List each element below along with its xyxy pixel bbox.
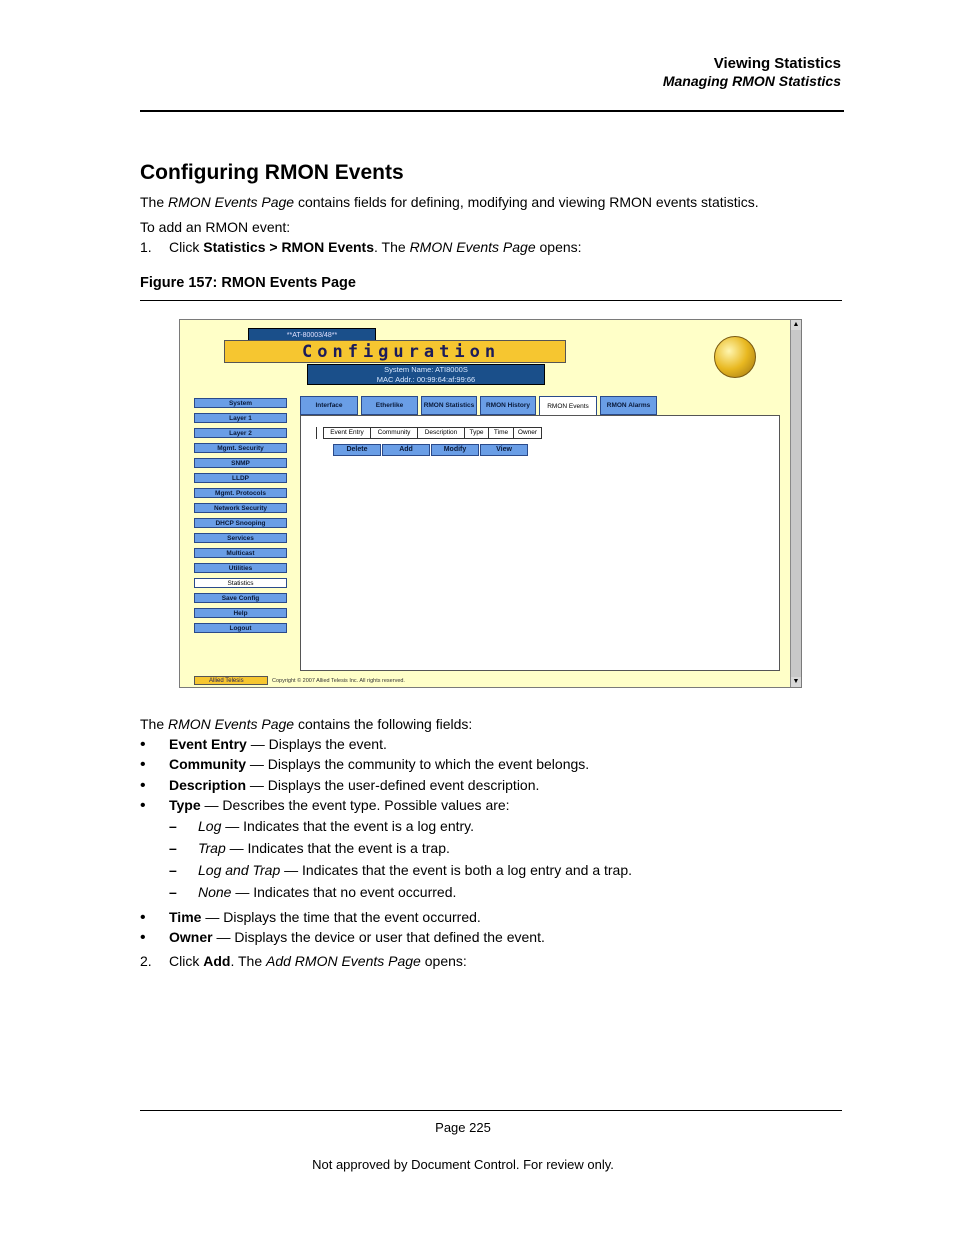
fields-intro: The RMON Events Page contains the following fields:	[140, 716, 473, 732]
system-name: System Name: ATI8000S	[384, 365, 468, 374]
dash-icon: –	[169, 862, 177, 878]
rmon-events-screenshot	[179, 319, 802, 688]
mac-address: MAC Addr.: 00:99:64:af:99:66	[376, 375, 476, 384]
copyright-text: Copyright © 2007 Allied Telesis Inc. All rights reserved.	[272, 678, 405, 684]
field-desc: — Displays the event.	[246, 736, 387, 752]
bullet-icon: •	[140, 756, 146, 773]
page-number: Page 225	[435, 1120, 491, 1135]
column-header-event-entry: Event Entry	[323, 427, 371, 439]
view-button[interactable]: View	[480, 444, 528, 456]
field-term: Community	[169, 756, 246, 772]
column-header-time: Time	[488, 427, 514, 439]
running-header-subtitle: Managing RMON Statistics	[662, 73, 841, 89]
field-item	[169, 777, 539, 793]
type-value-term: Trap	[198, 840, 226, 856]
nav-item-save-config[interactable]: Save Config	[194, 593, 287, 603]
field-term: Time	[169, 909, 202, 925]
field-item	[169, 736, 387, 752]
nav-item-help[interactable]: Help	[194, 608, 287, 618]
globe-logo-icon	[714, 336, 756, 378]
dash-icon: –	[169, 840, 177, 856]
type-value-desc: — Indicates that the event is a log entry.	[221, 818, 475, 834]
field-desc: — Displays the device or user that defined the event.	[212, 929, 545, 945]
delete-button[interactable]: Delete	[333, 444, 381, 456]
nav-item-network-security[interactable]: Network Security	[194, 503, 287, 513]
column-header-owner: Owner	[513, 427, 542, 439]
footer-rule	[140, 1110, 842, 1111]
step-2: 2. Click Add. The Add RMON Events Page opens:	[140, 953, 467, 969]
bullet-icon: •	[140, 929, 146, 946]
field-term: Type	[169, 797, 201, 813]
system-info	[307, 364, 545, 385]
field-term: Owner	[169, 929, 213, 945]
table-left-edge	[316, 427, 317, 439]
vertical-scrollbar[interactable]	[790, 320, 801, 687]
header-rule	[140, 110, 844, 112]
dash-icon: –	[169, 818, 177, 834]
nav-item-snmp[interactable]: SNMP	[194, 458, 287, 468]
field-item	[169, 797, 510, 813]
modify-button[interactable]: Modify	[431, 444, 479, 456]
review-note: Not approved by Document Control. For review only.	[312, 1157, 614, 1172]
field-item	[169, 909, 481, 925]
nav-item-layer-2[interactable]: Layer 2	[194, 428, 287, 438]
tab-rmon-history[interactable]: RMON History	[480, 396, 536, 415]
scroll-up-icon[interactable]: ▲	[792, 321, 800, 328]
tab-etherlike[interactable]: Etherlike	[361, 396, 418, 415]
type-value-item	[198, 862, 632, 878]
tab-rmon-events[interactable]: RMON Events	[539, 396, 597, 416]
figure-rule	[140, 300, 842, 301]
dash-icon: –	[169, 884, 177, 900]
add-button[interactable]: Add	[382, 444, 430, 456]
bullet-icon: •	[140, 777, 146, 794]
tab-rmon-alarms[interactable]: RMON Alarms	[600, 396, 657, 415]
type-value-desc: — Indicates that no event occurred.	[231, 884, 457, 900]
bullet-icon: •	[140, 736, 146, 753]
configuration-banner: Configuration	[224, 340, 566, 363]
field-desc: — Displays the time that the event occurred.	[201, 909, 481, 925]
intro-paragraph: The RMON Events Page contains fields for defining, modifying and viewing RMON events statistics.	[140, 194, 759, 210]
running-header-title: Viewing Statistics	[713, 55, 841, 72]
type-value-desc: — Indicates that the event is both a log entry and a trap.	[280, 862, 633, 878]
nav-item-lldp[interactable]: LLDP	[194, 473, 287, 483]
nav-item-multicast[interactable]: Multicast	[194, 548, 287, 558]
allied-telesis-logo: Allied Telesis	[194, 676, 268, 685]
nav-item-mgmt-security[interactable]: Mgmt. Security	[194, 443, 287, 453]
type-value-term: Log	[198, 818, 222, 834]
nav-item-logout[interactable]: Logout	[194, 623, 287, 633]
step-1: 1. Click Statistics > RMON Events. The RMON Events Page opens:	[140, 239, 582, 255]
tab-interface[interactable]: Interface	[300, 396, 358, 415]
type-value-term: None	[198, 884, 232, 900]
section-heading: Configuring RMON Events	[140, 161, 404, 184]
field-term: Description	[169, 777, 247, 793]
model-label: **AT-80003/48**	[248, 328, 376, 343]
nav-item-mgmt-protocols[interactable]: Mgmt. Protocols	[194, 488, 287, 498]
column-header-community: Community	[370, 427, 418, 439]
field-desc: — Describes the event type. Possible values are:	[200, 797, 510, 813]
column-header-type: Type	[464, 427, 489, 439]
type-value-item	[198, 818, 474, 834]
nav-item-dhcp-snooping[interactable]: DHCP Snooping	[194, 518, 287, 528]
lead-text: To add an RMON event:	[140, 219, 291, 235]
field-desc: — Displays the user-defined event description.	[246, 777, 540, 793]
bullet-icon: •	[140, 797, 146, 814]
tab-rmon-statistics[interactable]: RMON Statistics	[421, 396, 477, 415]
bullet-icon: •	[140, 909, 146, 926]
type-value-item	[198, 840, 450, 856]
type-value-term: Log and Trap	[198, 862, 281, 878]
figure-caption: Figure 157: RMON Events Page	[140, 275, 356, 291]
field-desc: — Displays the community to which the event belongs.	[246, 756, 590, 772]
nav-item-utilities[interactable]: Utilities	[194, 563, 287, 573]
field-item	[169, 929, 545, 945]
scroll-down-icon[interactable]: ▼	[792, 678, 800, 685]
column-header-description: Description	[417, 427, 465, 439]
type-value-desc: — Indicates that the event is a trap.	[225, 840, 450, 856]
type-value-item	[198, 884, 456, 900]
nav-item-statistics[interactable]: Statistics	[194, 578, 287, 588]
nav-item-layer-1[interactable]: Layer 1	[194, 413, 287, 423]
field-item	[169, 756, 589, 772]
nav-item-system[interactable]: System	[194, 398, 287, 408]
nav-item-services[interactable]: Services	[194, 533, 287, 543]
field-term: Event Entry	[169, 736, 247, 752]
